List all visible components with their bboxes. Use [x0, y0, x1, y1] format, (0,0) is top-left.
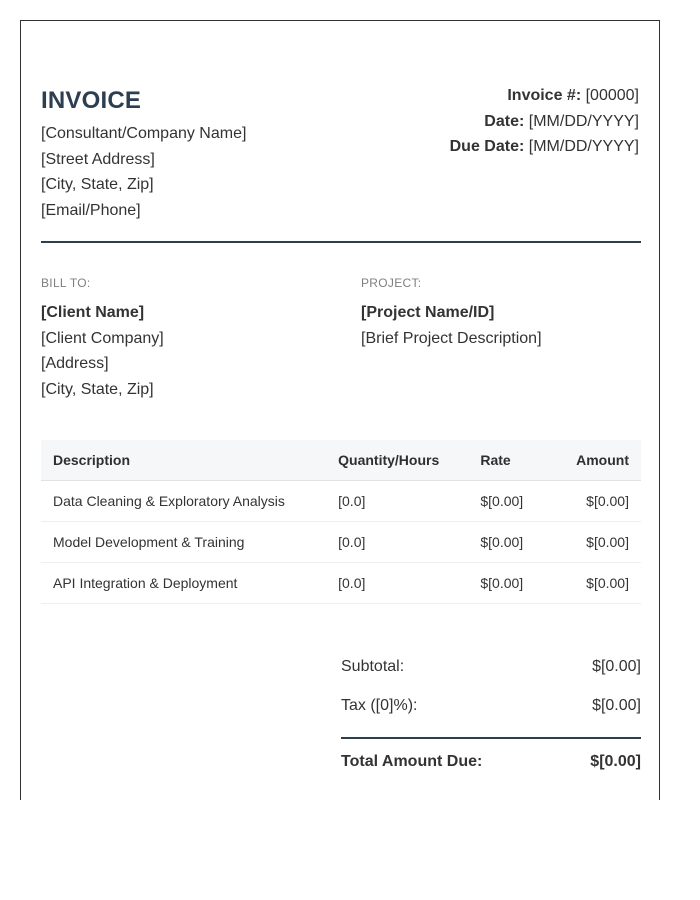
- column-header-amount: Amount: [564, 440, 641, 481]
- row-description: API Integration & Deployment: [41, 563, 326, 604]
- totals-block: [341, 651, 641, 785]
- invoice-number-value: [00000]: [585, 87, 639, 104]
- due-date-value: [MM/DD/YYYY]: [528, 138, 639, 156]
- due-date-row: [450, 134, 639, 160]
- total-due-row: [341, 739, 641, 785]
- project-details: [361, 300, 641, 351]
- project-name: [Project Name/ID]: [361, 304, 495, 321]
- row-description: Data Cleaning & Exploratory Analysis: [41, 481, 326, 522]
- table-row: [41, 481, 641, 522]
- bill-to-details: [41, 300, 341, 403]
- client-name: [Client Name]: [41, 304, 145, 321]
- sender-street-address: [Street Address]: [41, 150, 155, 168]
- row-rate: $[0.00]: [468, 522, 564, 563]
- table-row: [41, 522, 641, 563]
- subtotal-label: Subtotal:: [341, 658, 405, 675]
- invoice-number-row: [450, 83, 639, 109]
- row-amount: $[0.00]: [564, 481, 641, 522]
- line-items-table: [41, 440, 641, 604]
- invoice-sheet: [20, 20, 660, 800]
- column-header-rate: Rate: [468, 440, 564, 481]
- sender-block: [41, 121, 246, 224]
- row-quantity: [0.0]: [326, 481, 468, 522]
- project-description: [Brief Project Description]: [361, 329, 542, 347]
- invoice-meta: [450, 83, 639, 160]
- invoice-date-row: [450, 109, 639, 135]
- invoice-number-label: Invoice #:: [507, 87, 582, 104]
- tax-label: Tax ([0]%):: [341, 697, 418, 714]
- tax-row: [341, 683, 641, 729]
- row-amount: $[0.00]: [564, 563, 641, 604]
- subtotal-row: [341, 651, 641, 683]
- subtotal-value: $[0.00]: [592, 658, 641, 675]
- sender-city-state-zip: [City, State, Zip]: [41, 176, 154, 194]
- project-label: PROJECT:: [361, 276, 422, 290]
- client-address: [Address]: [41, 355, 109, 373]
- tax-value: $[0.00]: [592, 697, 641, 714]
- column-header-quantity: Quantity/Hours: [326, 440, 468, 481]
- row-quantity: [0.0]: [326, 563, 468, 604]
- header-divider: [41, 241, 641, 243]
- row-quantity: [0.0]: [326, 522, 468, 563]
- sender-email-phone: [Email/Phone]: [41, 202, 141, 220]
- client-city-state-zip: [City, State, Zip]: [41, 381, 154, 399]
- client-company: [Client Company]: [41, 329, 164, 347]
- row-amount: $[0.00]: [564, 522, 641, 563]
- row-rate: $[0.00]: [468, 481, 564, 522]
- column-header-description: Description: [41, 440, 326, 481]
- bill-to-block: [41, 276, 341, 403]
- project-block: [361, 276, 641, 351]
- row-rate: $[0.00]: [468, 563, 564, 604]
- bill-to-label: BILL TO:: [41, 276, 91, 290]
- sender-company-name: [Consultant/Company Name]: [41, 125, 247, 142]
- table-row: [41, 563, 641, 604]
- table-header-row: [41, 440, 641, 481]
- invoice-date-label: Date:: [484, 112, 525, 130]
- due-date-label: Due Date:: [449, 138, 525, 156]
- row-description: Model Development & Training: [41, 522, 326, 563]
- invoice-title: INVOICE: [41, 87, 142, 114]
- total-due-value: $[0.00]: [590, 753, 641, 770]
- invoice-date-value: [MM/DD/YYYY]: [528, 112, 639, 130]
- total-due-label: Total Amount Due:: [341, 753, 483, 770]
